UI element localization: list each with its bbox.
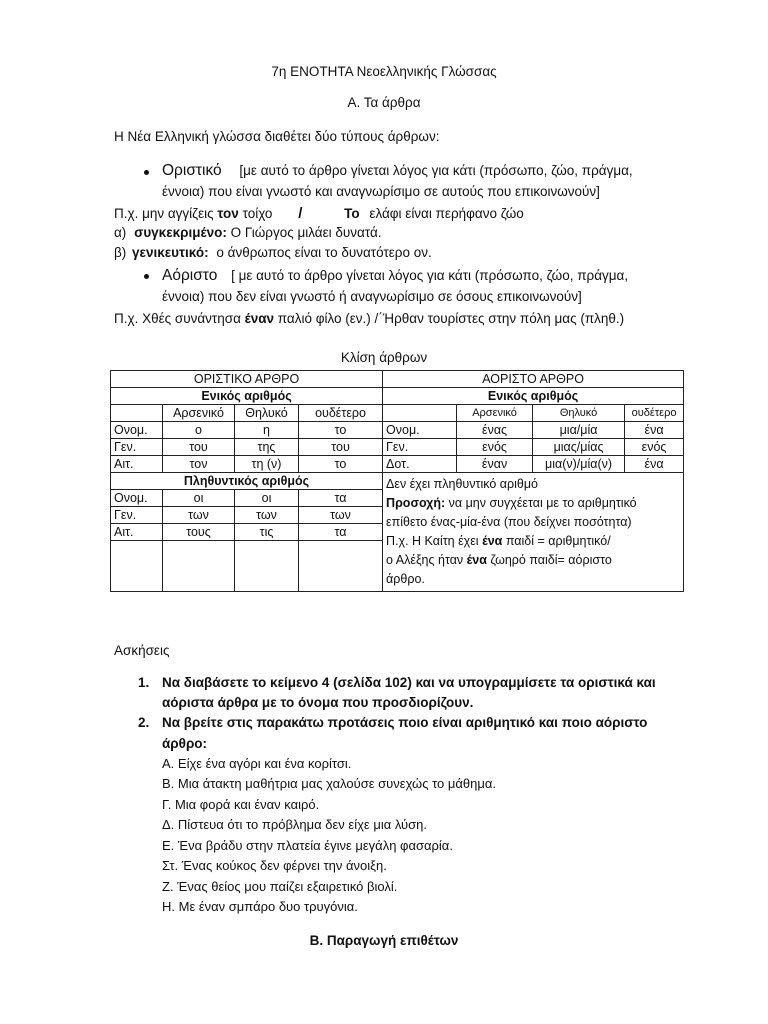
table-cell: έναν [457,456,533,473]
definite-line-1 [162,163,633,179]
note-caution: Προσοχή: [386,496,446,510]
definite-article-header: ΟΡΙΣΤΙΚΟ ΑΡΘΡΟ [111,371,383,388]
indefinite-plural-note [383,473,684,592]
q2-text-1: Να βρείτε στις παρακάτω προτάσεις ποιο είναι αριθμητικό και ποιο αόριστο [162,715,648,730]
q1-text-2: αόριστα άρθρα με το όνομα που προσδιορίζουν. [162,695,474,710]
table-cell: των [163,507,235,524]
table-cell: του [299,439,383,456]
q1-number: 1. [138,675,150,690]
bullet-icon [144,170,149,175]
note-article: ένα [466,553,487,567]
indefinite-term: Αόριστο [162,267,218,284]
table-cell: τους [163,524,235,541]
case-label: Αιτ. [111,456,163,473]
table-cell: μια(ν)/μία(ν) [533,456,625,473]
empty-cell [163,541,235,592]
example-end: ελάφι είναι περήφανο ζώο [369,206,524,221]
note-line [386,532,680,551]
table-cell: τη (ν) [235,456,299,473]
gender-header: Αρσενικό [457,405,533,422]
indef-example-end: παλιό φίλο (εν.) /΄Ήρθαν τουρίστες στην πόλη μας (πληθ.) [274,311,625,326]
generic-term: γενικευτικό: [132,245,209,260]
note-article: ένα [482,534,503,548]
exercise-item: Ζ. Ένας θείος μου παίζει εξαιρετικό βιολί. [162,879,398,894]
note-text: παιδί = αριθμητικό/ [502,534,611,548]
exercise-item: Ε. Ένα βράδυ στην πλατεία έγινε μεγάλη φασαρία. [162,838,453,853]
specific-term: συγκεκριμένο: [134,225,227,240]
note-line [386,551,680,570]
indefinite-example [114,312,624,326]
indefinite-line-1 [162,268,628,284]
case-label: Γεν. [111,439,163,456]
table-cell: των [299,507,383,524]
table-cell: ενός [625,439,684,456]
table-caption: Κλίση άρθρων [340,350,428,365]
indefinite-desc-2: έννοια) που δεν είναι γνωστό ή αναγνωρίσιμο σε όσους επικοινωνούν] [162,289,582,304]
gender-header: Αρσενικό [163,405,235,422]
exercise-item: Η. Με έναν σμπάρο δυο τρυγόνια. [162,899,358,914]
singular-header: Ενικός αριθμός [383,388,684,405]
case-label: Γεν. [111,507,163,524]
table-row [111,422,684,439]
definite-desc-2: έννοια) που είναι γνωστό και αναγνωρίσιμο σε αυτούς που επικοινωνούν] [162,184,600,199]
indef-example-article: έναν [244,311,275,326]
note-line: επίθετο ένας-μία-ένα (που δείχνει ποσότητα) [386,515,632,529]
case-label: Δοτ. [383,456,457,473]
empty-cell [111,405,163,422]
generic-text: ο άνθρωπος είναι το δυνατότερο ον. [216,245,432,260]
exercise-item: Γ. Μια φορά και έναν καιρό. [162,797,320,812]
empty-cell [111,541,163,592]
definite-generic [114,246,432,260]
table-cell: τις [235,524,299,541]
gender-header: ουδέτερο [299,405,383,422]
specific-label: α) [114,225,127,240]
table-cell: το [299,456,383,473]
page-title: 7η ΕΝΟΤΗΤΑ Νεοελληνικής Γλώσσας [271,64,497,79]
intro-text: Η Νέα Ελληνική γλώσσα διαθέτει δύο τύπους άρθρων: [114,129,440,144]
table-cell: του [163,439,235,456]
plural-header: Πληθυντικός αριθμός [111,473,383,490]
definite-specific [114,226,382,240]
example-article: τον [217,206,239,221]
table-cell: της [235,439,299,456]
example-article-2: Το [344,206,360,221]
example-slash: / [298,205,303,222]
gender-header: Θηλυκό [235,405,299,422]
gender-header: Θηλυκό [533,405,625,422]
gender-header: ουδέτερο [625,405,684,422]
empty-cell [383,405,457,422]
q1-text-1: Να διαβάσετε το κείμενο 4 (σελίδα 102) και να υπογραμμίσετε τα οριστικά και [162,675,656,690]
bullet-icon [144,274,149,279]
table-cell: ο [163,422,235,439]
q2-number: 2. [138,715,150,730]
note-line: Δεν έχει πληθυντικό αριθμό [386,477,538,491]
definite-desc-1: [με αυτό το άρθρο γίνεται λόγος για κάτι (πρόσωπο, ζώο, πράγμα, [239,163,633,178]
case-label: Γεν. [383,439,457,456]
exercise-item: Στ. Ένας κούκος δεν φέρνει την άνοιξη. [162,858,387,873]
table-cell: τα [299,490,383,507]
indef-example-prefix: Π.χ. Χθές συνάντησα [114,311,245,326]
note-line [386,494,680,513]
declension-table [110,370,684,592]
definite-term: Οριστικό [162,162,222,179]
specific-text: Ο Γιώργος μιλάει δυνατά. [230,225,382,240]
empty-cell [299,541,383,592]
case-label: Ονομ. [111,490,163,507]
table-cell: ένα [625,422,684,439]
table-row [111,456,684,473]
table-cell: η [235,422,299,439]
definite-example [114,206,524,221]
indefinite-desc-1: [ με αυτό το άρθρο γίνεται λόγος για κάτι (πρόσωπο, ζώο, πράγμα, [231,268,629,283]
note-line: άρθρο. [386,572,425,586]
table-cell: τον [163,456,235,473]
singular-header: Ενικός αριθμός [111,388,383,405]
exercise-item: Α. Είχε ένα αγόρι και ένα κορίτσι. [162,756,352,771]
case-label: Ονομ. [383,422,457,439]
table-cell: ένας [457,422,533,439]
example-prefix: Π.χ. μην αγγίζεις [114,206,218,221]
table-cell: ένα [625,456,684,473]
table-cell: μια/μία [533,422,625,439]
exercises-heading: Ασκήσεις [114,643,170,658]
table-cell: μιας/μίας [533,439,625,456]
table-cell: οι [235,490,299,507]
table-row [111,439,684,456]
exercise-item: Δ. Πίστευα ότι το πρόβλημα δεν είχε μια λύση. [162,817,427,832]
generic-label: β) [114,245,127,260]
exercise-item: Β. Μια άτακτη μαθήτρια μας χαλούσε συνεχώς το μάθημα. [162,776,496,791]
note-text: Π.χ. Η Καίτη έχει [386,534,483,548]
note-text: ο Αλέξης ήταν [386,553,467,567]
case-label: Ονομ. [111,422,163,439]
q2-text-2: άρθρο: [162,736,208,751]
table-cell: τα [299,524,383,541]
example-mid: τοίχο [238,206,273,221]
table-cell: το [299,422,383,439]
note-caution-text: να μην συγχέεται με το αριθμητικό [445,496,637,510]
note-text: ζωηρό παιδί= αόριστο [486,553,612,567]
table-cell: των [235,507,299,524]
empty-cell [235,541,299,592]
case-label: Αιτ. [111,524,163,541]
section-a-heading: Α. Τα άρθρα [347,95,421,110]
table-cell: ενός [457,439,533,456]
table-cell: οι [163,490,235,507]
section-b-heading: Β. Παραγωγή επιθέτων [309,933,459,948]
indefinite-article-header: ΑΟΡΙΣΤΟ ΑΡΘΡΟ [383,371,684,388]
